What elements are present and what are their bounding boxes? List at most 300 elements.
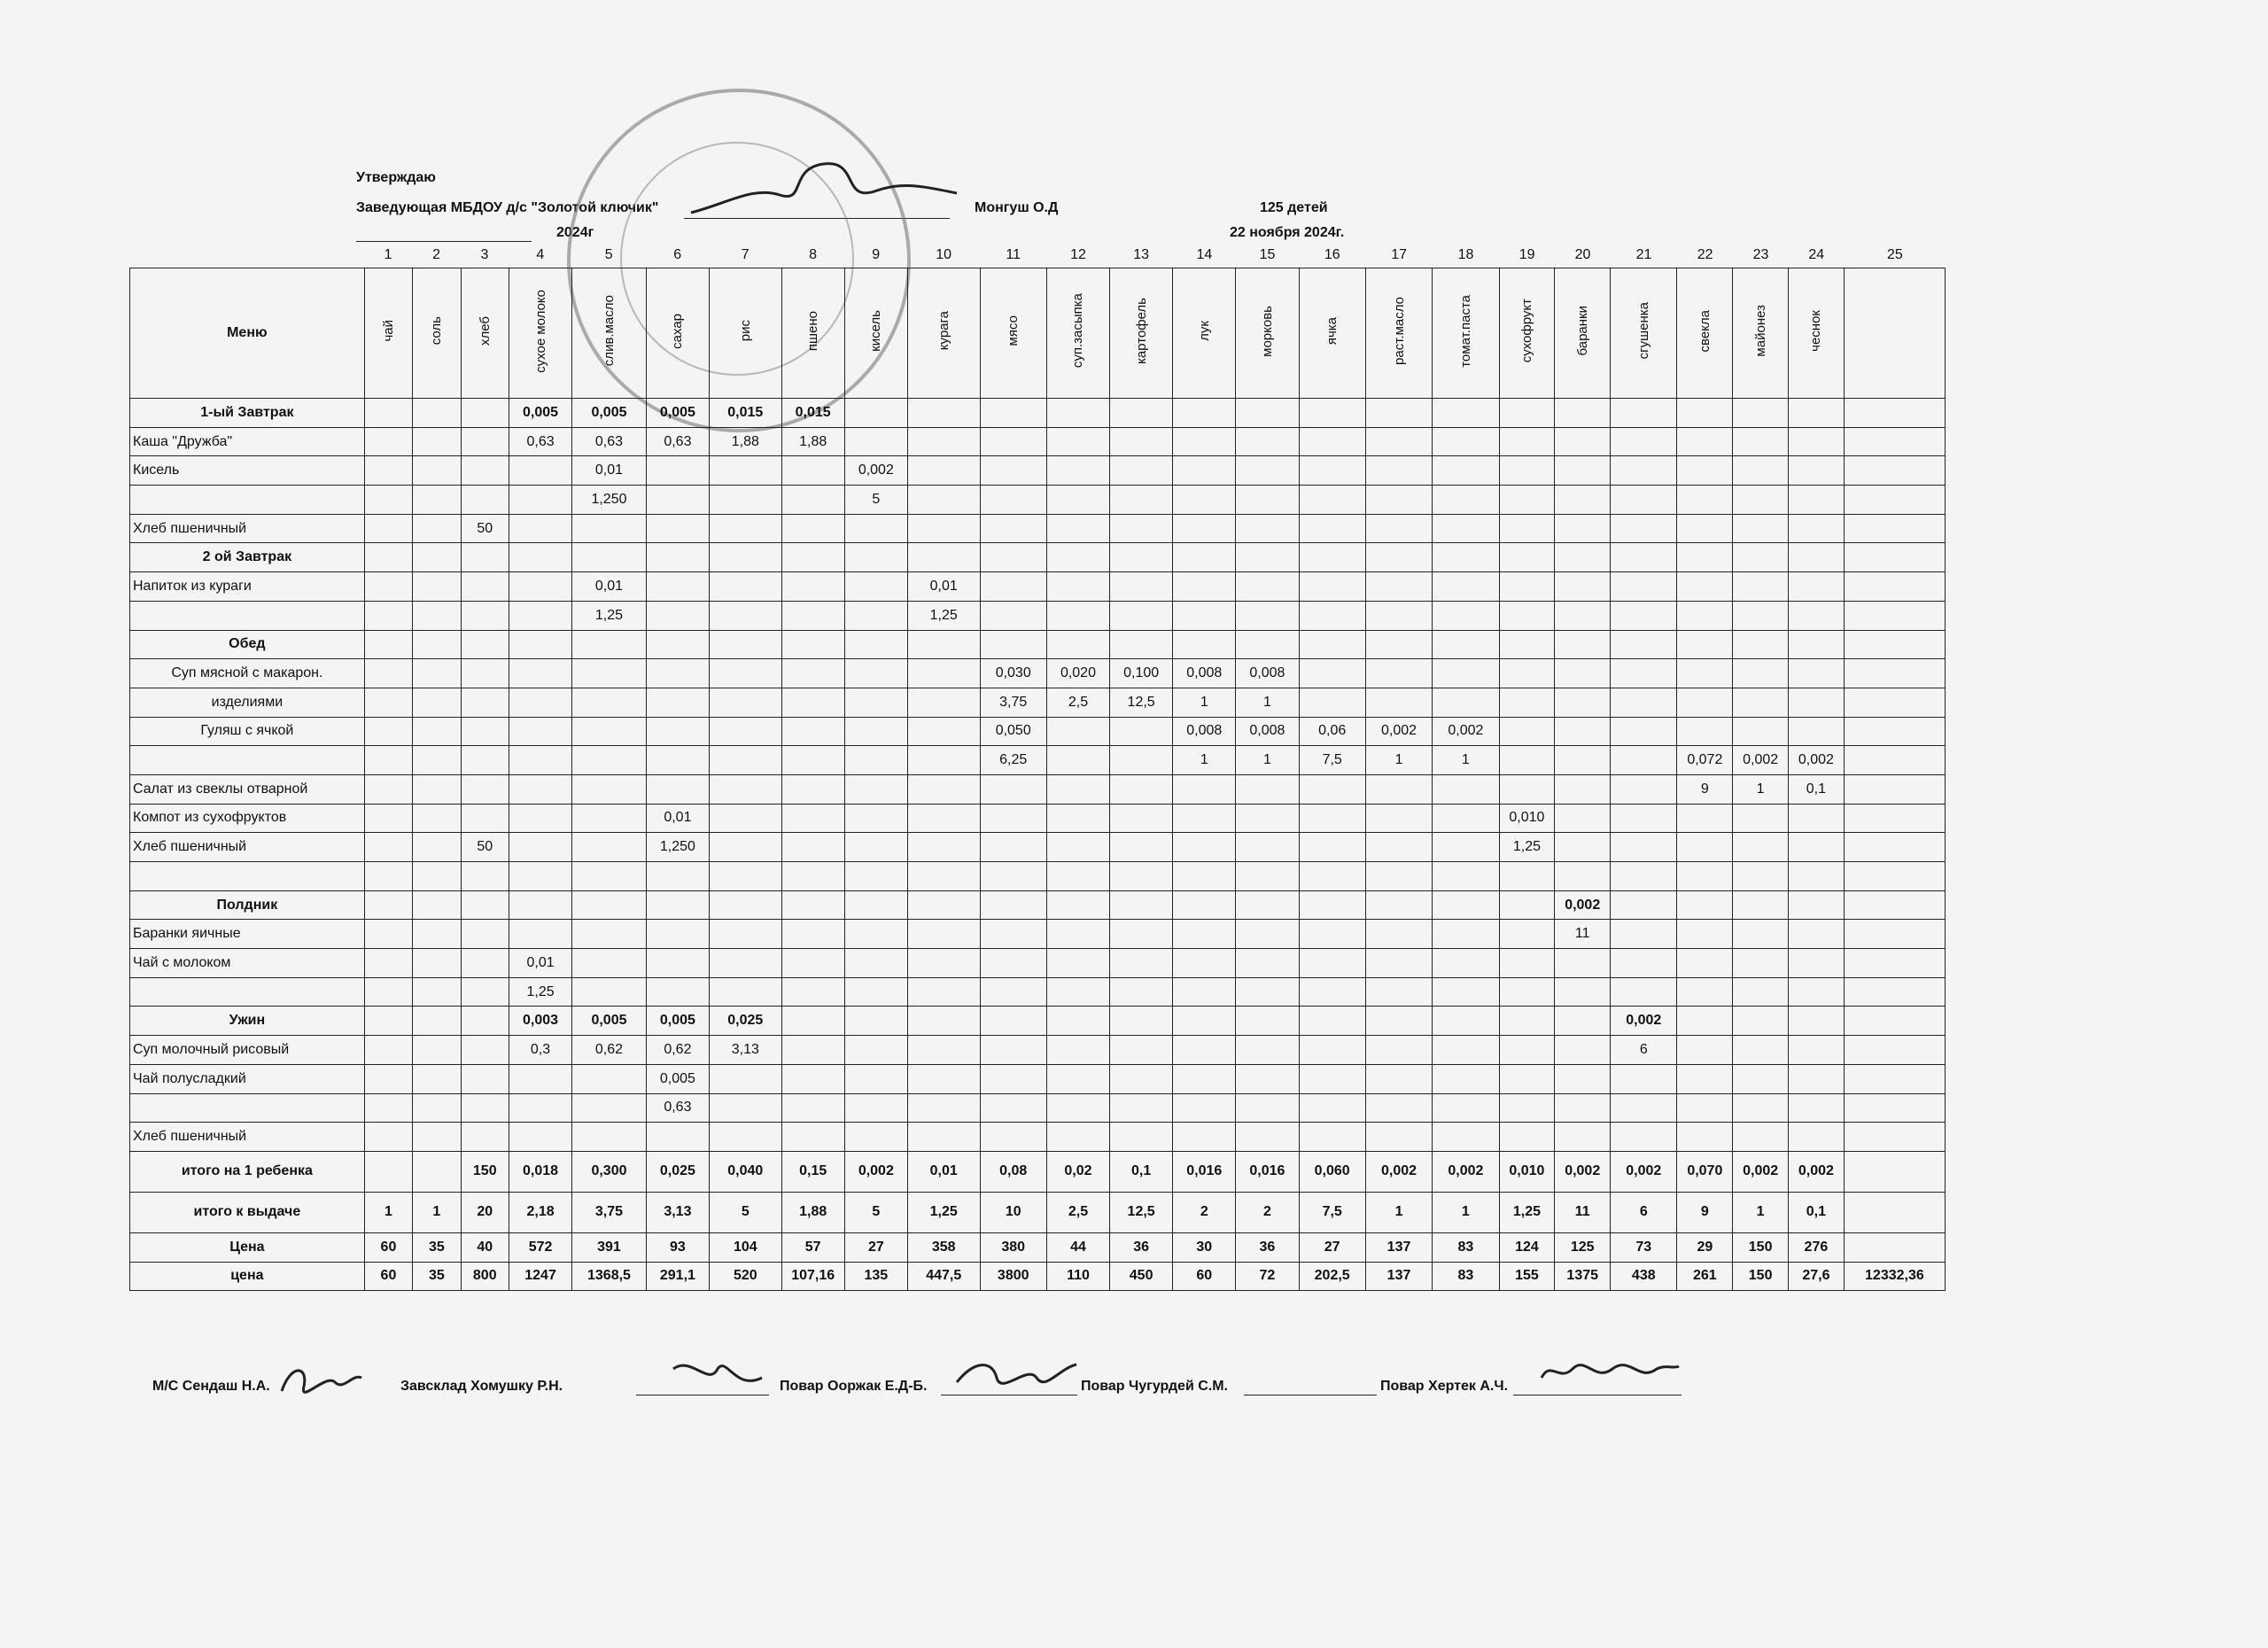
- column-header: [1733, 268, 1789, 399]
- table-cell: [509, 833, 571, 862]
- table-cell: [1433, 572, 1499, 602]
- table-cell: [1365, 1123, 1432, 1152]
- table-cell: [1677, 514, 1733, 543]
- table-cell: [1046, 514, 1109, 543]
- table-cell: [1499, 977, 1555, 1007]
- table-cell: 0,3: [509, 1036, 571, 1065]
- table-cell: [844, 862, 907, 891]
- table-cell: [364, 890, 412, 920]
- table-cell: 0,002: [1365, 717, 1432, 746]
- table-cell: [1110, 1064, 1173, 1093]
- row-name: Каша "Дружба": [130, 427, 365, 456]
- table-cell: [413, 977, 461, 1007]
- table-cell: 83: [1433, 1262, 1499, 1291]
- table-cell: [1677, 543, 1733, 572]
- table-cell: [980, 399, 1046, 428]
- table-cell: [1499, 543, 1555, 572]
- table-cell: [413, 486, 461, 515]
- table-cell: [1611, 774, 1677, 804]
- column-header-label: чай: [380, 320, 396, 342]
- table-cell: [980, 630, 1046, 659]
- table-cell: 0,010: [1499, 1151, 1555, 1192]
- table-cell: [572, 688, 647, 717]
- row-name: Полдник: [130, 890, 365, 920]
- table-cell: [509, 572, 571, 602]
- table-cell: [1555, 774, 1611, 804]
- table-cell: [907, 862, 980, 891]
- table-cell: [1433, 1123, 1499, 1152]
- table-cell: 0,002: [1365, 1151, 1432, 1192]
- table-cell: [1733, 1123, 1789, 1152]
- table-cell: [461, 399, 509, 428]
- table-cell: [980, 949, 1046, 978]
- column-numbers: [129, 245, 1946, 266]
- table-cell: [461, 804, 509, 833]
- table-cell: [1789, 427, 1845, 456]
- table-cell: 0,040: [709, 1151, 781, 1192]
- table-cell: [1733, 920, 1789, 949]
- table-cell: 3,75: [980, 688, 1046, 717]
- table-row: [130, 833, 1946, 862]
- table-cell: [364, 427, 412, 456]
- table-cell: [461, 1064, 509, 1093]
- table-cell: [1046, 427, 1109, 456]
- table-cell: [1844, 486, 1945, 515]
- table-cell: [1433, 486, 1499, 515]
- table-cell: [364, 1151, 412, 1192]
- table-cell: [1555, 1064, 1611, 1093]
- table-cell: [781, 514, 844, 543]
- column-header: [646, 268, 709, 399]
- table-cell: 137: [1365, 1232, 1432, 1262]
- table-row: [130, 572, 1946, 602]
- table-cell: [1499, 630, 1555, 659]
- column-number: 14: [1196, 247, 1213, 262]
- table-cell: [1110, 890, 1173, 920]
- table-cell: [844, 427, 907, 456]
- table-cell: 57: [781, 1232, 844, 1262]
- table-cell: [1110, 1123, 1173, 1152]
- table-cell: [907, 427, 980, 456]
- table-cell: 27: [1299, 1232, 1365, 1262]
- table-cell: [1173, 399, 1236, 428]
- table-cell: 0,100: [1110, 659, 1173, 688]
- table-cell: [364, 659, 412, 688]
- table-cell: [1046, 399, 1109, 428]
- table-cell: [1433, 833, 1499, 862]
- table-cell: [980, 1064, 1046, 1093]
- table-cell: [781, 572, 844, 602]
- column-header: [1433, 268, 1499, 399]
- table-cell: [1173, 601, 1236, 630]
- row-name: [130, 601, 365, 630]
- table-cell: [907, 1036, 980, 1065]
- table-cell: [461, 572, 509, 602]
- table-cell: [1844, 688, 1945, 717]
- table-cell: [1236, 630, 1299, 659]
- table-cell: [413, 1151, 461, 1192]
- table-cell: [1555, 659, 1611, 688]
- table-cell: [1299, 804, 1365, 833]
- table-cell: [844, 717, 907, 746]
- cook2-label: Повар Чугурдей С.М.: [1081, 1379, 1228, 1394]
- table-cell: [1733, 572, 1789, 602]
- table-cell: [1499, 1064, 1555, 1093]
- table-cell: [1499, 572, 1555, 602]
- table-cell: [1844, 1036, 1945, 1065]
- table-cell: [1299, 977, 1365, 1007]
- table-cell: [1733, 543, 1789, 572]
- table-cell: [1789, 399, 1845, 428]
- table-cell: [907, 688, 980, 717]
- table-cell: 1,25: [1499, 1192, 1555, 1232]
- table-cell: [1365, 977, 1432, 1007]
- nurse-signature: [273, 1356, 370, 1409]
- table-cell: [1365, 804, 1432, 833]
- table-cell: 1375: [1555, 1262, 1611, 1291]
- table-cell: [980, 456, 1046, 486]
- table-cell: [1433, 630, 1499, 659]
- table-cell: [1611, 1093, 1677, 1123]
- table-cell: [844, 774, 907, 804]
- table-cell: [980, 862, 1046, 891]
- table-cell: [1499, 920, 1555, 949]
- table-cell: [1236, 977, 1299, 1007]
- table-cell: [1046, 862, 1109, 891]
- table-cell: [413, 1064, 461, 1093]
- row-name: Компот из сухофруктов: [130, 804, 365, 833]
- table-cell: [1733, 833, 1789, 862]
- table-cell: 261: [1677, 1262, 1733, 1291]
- table-cell: 35: [413, 1262, 461, 1291]
- table-cell: [1299, 543, 1365, 572]
- table-cell: 0,002: [1611, 1007, 1677, 1036]
- table-cell: [1499, 601, 1555, 630]
- table-cell: [1789, 1036, 1845, 1065]
- table-cell: 572: [509, 1232, 571, 1262]
- table-cell: [709, 862, 781, 891]
- column-number: 4: [536, 247, 545, 262]
- column-number: 9: [872, 247, 881, 262]
- table-cell: [1733, 659, 1789, 688]
- table-cell: 0,08: [980, 1151, 1046, 1192]
- table-cell: [461, 486, 509, 515]
- table-cell: 6: [1611, 1036, 1677, 1065]
- table-cell: [1555, 514, 1611, 543]
- table-cell: 124: [1499, 1232, 1555, 1262]
- table-cell: [461, 1123, 509, 1152]
- table-cell: [1844, 1192, 1945, 1232]
- table-cell: [509, 862, 571, 891]
- table-cell: [844, 890, 907, 920]
- table-cell: 50: [461, 833, 509, 862]
- table-cell: [1844, 630, 1945, 659]
- table-cell: [1299, 890, 1365, 920]
- table-cell: [1365, 688, 1432, 717]
- table-cell: [413, 659, 461, 688]
- table-row: [130, 920, 1946, 949]
- table-cell: [781, 804, 844, 833]
- table-cell: [1236, 1093, 1299, 1123]
- table-cell: [1611, 486, 1677, 515]
- table-cell: [1236, 890, 1299, 920]
- table-cell: [1299, 601, 1365, 630]
- table-row: [130, 456, 1946, 486]
- table-cell: 110: [1046, 1262, 1109, 1291]
- column-header: [1365, 268, 1432, 399]
- table-cell: 0,01: [572, 456, 647, 486]
- table-cell: [907, 1007, 980, 1036]
- table-cell: 29: [1677, 1232, 1733, 1262]
- table-cell: [1365, 833, 1432, 862]
- table-cell: [709, 630, 781, 659]
- table-cell: [781, 949, 844, 978]
- table-cell: 27: [844, 1232, 907, 1262]
- head-name: Монгуш О.Д: [975, 200, 1059, 215]
- table-cell: [1789, 543, 1845, 572]
- table-cell: [907, 833, 980, 862]
- row-name: [130, 977, 365, 1007]
- table-row: [130, 1151, 1946, 1192]
- table-cell: [907, 1093, 980, 1123]
- table-cell: [1733, 949, 1789, 978]
- table-cell: [1611, 543, 1677, 572]
- table-row: [130, 862, 1946, 891]
- table-cell: 1: [1236, 688, 1299, 717]
- table-cell: [1173, 774, 1236, 804]
- table-cell: [1236, 1064, 1299, 1093]
- table-cell: [1733, 862, 1789, 891]
- table-cell: 11: [1555, 920, 1611, 949]
- column-header-label: майонез: [1752, 305, 1768, 357]
- table-cell: 6: [1611, 1192, 1677, 1232]
- cook3-signature: [1533, 1347, 1683, 1395]
- table-cell: [1733, 1064, 1789, 1093]
- table-cell: [1110, 630, 1173, 659]
- table-cell: 10: [980, 1192, 1046, 1232]
- table-cell: [646, 1123, 709, 1152]
- table-cell: [1555, 862, 1611, 891]
- table-cell: [413, 1036, 461, 1065]
- table-cell: [781, 630, 844, 659]
- table-cell: 36: [1236, 1232, 1299, 1262]
- table-cell: 276: [1789, 1232, 1845, 1262]
- cook1-signature: [948, 1351, 1081, 1400]
- table-cell: [1433, 456, 1499, 486]
- table-cell: [844, 920, 907, 949]
- table-cell: [572, 920, 647, 949]
- table-cell: [461, 890, 509, 920]
- table-cell: [709, 804, 781, 833]
- column-number: 7: [741, 247, 750, 262]
- table-cell: 0,002: [1555, 1151, 1611, 1192]
- table-cell: [1046, 746, 1109, 775]
- table-cell: [572, 949, 647, 978]
- table-cell: 0,016: [1173, 1151, 1236, 1192]
- table-cell: [1733, 427, 1789, 456]
- table-cell: 0,016: [1236, 1151, 1299, 1192]
- table-cell: 3800: [980, 1262, 1046, 1291]
- table-cell: [907, 746, 980, 775]
- table-cell: [907, 486, 980, 515]
- table-cell: 2,5: [1046, 688, 1109, 717]
- table-cell: [980, 890, 1046, 920]
- table-cell: [461, 601, 509, 630]
- table-cell: 73: [1611, 1232, 1677, 1262]
- column-number: 22: [1697, 247, 1713, 262]
- table-cell: [1844, 949, 1945, 978]
- table-cell: [1611, 1064, 1677, 1093]
- table-cell: [1611, 514, 1677, 543]
- table-cell: [1110, 949, 1173, 978]
- table-cell: [1555, 1123, 1611, 1152]
- table-row: [130, 399, 1946, 428]
- table-cell: [509, 514, 571, 543]
- table-cell: [1046, 1064, 1109, 1093]
- table-cell: [1299, 659, 1365, 688]
- table-cell: [709, 717, 781, 746]
- table-cell: [1677, 1123, 1733, 1152]
- column-number: 23: [1752, 247, 1769, 262]
- table-cell: 3,75: [572, 1192, 647, 1232]
- table-cell: 3,13: [709, 1036, 781, 1065]
- table-cell: [844, 630, 907, 659]
- table-cell: [1110, 746, 1173, 775]
- table-cell: [1844, 601, 1945, 630]
- table-cell: [1844, 514, 1945, 543]
- table-cell: [1733, 1036, 1789, 1065]
- table-cell: [1433, 514, 1499, 543]
- table-cell: [1433, 977, 1499, 1007]
- table-cell: [980, 804, 1046, 833]
- table-cell: [1173, 572, 1236, 602]
- table-cell: [1173, 514, 1236, 543]
- column-header-label: кисель: [868, 310, 884, 352]
- column-header: [1677, 268, 1733, 399]
- table-cell: 450: [1110, 1262, 1173, 1291]
- table-cell: [1046, 1093, 1109, 1123]
- table-cell: 9: [1677, 774, 1733, 804]
- table-row: [130, 514, 1946, 543]
- table-cell: 12332,36: [1844, 1262, 1945, 1291]
- table-cell: [1433, 1036, 1499, 1065]
- column-header: [781, 268, 844, 399]
- table-cell: [980, 1007, 1046, 1036]
- table-cell: [1236, 1036, 1299, 1065]
- table-cell: [1110, 804, 1173, 833]
- table-row: [130, 1036, 1946, 1065]
- table-cell: [1499, 427, 1555, 456]
- table-cell: [364, 920, 412, 949]
- table-cell: [1677, 717, 1733, 746]
- table-cell: [413, 717, 461, 746]
- table-cell: [1733, 514, 1789, 543]
- table-cell: 1,25: [907, 1192, 980, 1232]
- cook3-label: Повар Хертек А.Ч.: [1380, 1379, 1509, 1394]
- table-cell: [980, 833, 1046, 862]
- table-cell: [1789, 977, 1845, 1007]
- table-cell: 5: [844, 486, 907, 515]
- table-cell: [781, 688, 844, 717]
- table-cell: 800: [461, 1262, 509, 1291]
- table-cell: [781, 920, 844, 949]
- table-cell: [1433, 949, 1499, 978]
- table-cell: [461, 774, 509, 804]
- table-row: [130, 601, 1946, 630]
- table-cell: 40: [461, 1232, 509, 1262]
- table-cell: [980, 1036, 1046, 1065]
- table-cell: [1844, 746, 1945, 775]
- column-header-label: баранки: [1574, 306, 1590, 356]
- table-cell: 3,13: [646, 1192, 709, 1232]
- table-cell: 0,070: [1677, 1151, 1733, 1192]
- column-number: 2: [432, 247, 440, 262]
- table-cell: 0,02: [1046, 1151, 1109, 1192]
- table-cell: 44: [1046, 1232, 1109, 1262]
- table-cell: [1173, 486, 1236, 515]
- table-cell: [1677, 427, 1733, 456]
- table-cell: [1733, 601, 1789, 630]
- table-cell: [364, 1007, 412, 1036]
- table-cell: [1299, 1064, 1365, 1093]
- table-cell: [461, 977, 509, 1007]
- table-cell: 0,63: [646, 427, 709, 456]
- row-name: Хлеб пшеничный: [130, 1123, 365, 1152]
- table-cell: [1733, 399, 1789, 428]
- table-cell: 447,5: [907, 1262, 980, 1291]
- table-cell: [1789, 659, 1845, 688]
- table-cell: [1611, 746, 1677, 775]
- table-cell: [980, 774, 1046, 804]
- table-cell: [461, 1007, 509, 1036]
- table-cell: 104: [709, 1232, 781, 1262]
- table-cell: [1299, 572, 1365, 602]
- table-cell: [781, 1064, 844, 1093]
- table-cell: [1611, 630, 1677, 659]
- table-cell: [1789, 833, 1845, 862]
- table-cell: 60: [1173, 1262, 1236, 1291]
- table-cell: [364, 456, 412, 486]
- table-cell: [781, 601, 844, 630]
- table-cell: 0,008: [1236, 659, 1299, 688]
- table-cell: [781, 862, 844, 891]
- table-cell: [980, 514, 1046, 543]
- table-cell: [1110, 543, 1173, 572]
- table-cell: [1046, 1036, 1109, 1065]
- table-row: [130, 1232, 1946, 1262]
- column-header-label: сухофрукт: [1518, 299, 1534, 363]
- table-cell: 1: [1433, 1192, 1499, 1232]
- row-name: Суп мясной с макарон.: [130, 659, 365, 688]
- column-header: [1844, 268, 1945, 399]
- table-cell: 0,008: [1173, 659, 1236, 688]
- column-header-label: сгушенка: [1635, 302, 1651, 360]
- table-cell: [1677, 1007, 1733, 1036]
- table-cell: [1555, 1007, 1611, 1036]
- table-cell: [509, 456, 571, 486]
- table-cell: [1789, 1007, 1845, 1036]
- table-cell: 0,002: [844, 1151, 907, 1192]
- table-cell: [1046, 920, 1109, 949]
- table-cell: 150: [461, 1151, 509, 1192]
- table-cell: [364, 630, 412, 659]
- table-cell: 0,01: [907, 1151, 980, 1192]
- table-cell: [572, 659, 647, 688]
- table-cell: [461, 949, 509, 978]
- table-cell: [1677, 920, 1733, 949]
- table-cell: [646, 774, 709, 804]
- table-cell: [646, 572, 709, 602]
